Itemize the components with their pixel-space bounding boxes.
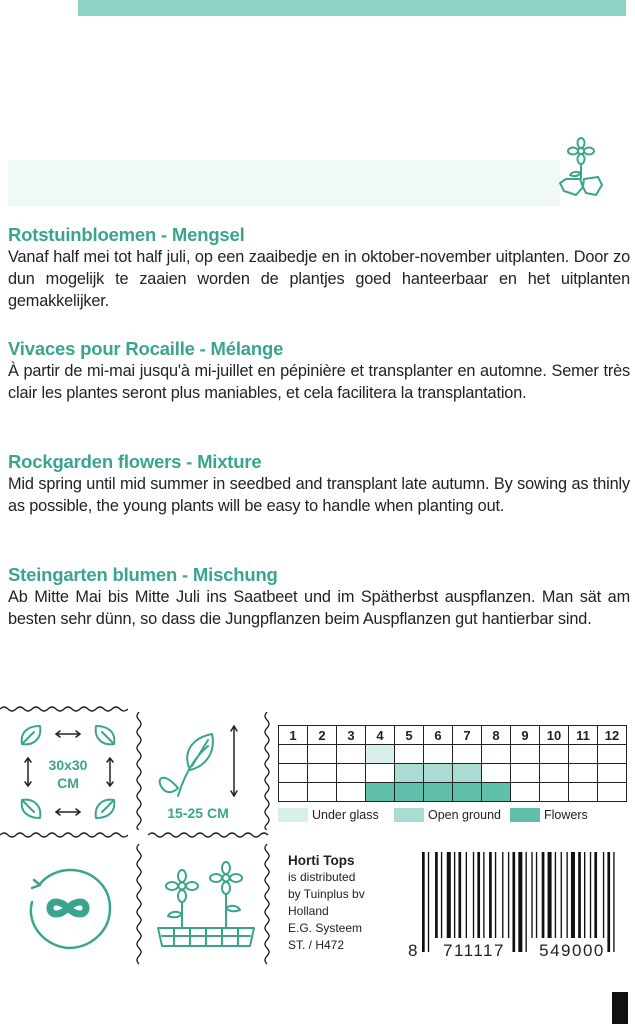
corner-tab — [612, 992, 628, 1024]
calendar-cell-flowers — [511, 783, 540, 802]
barcode-bar — [495, 852, 496, 938]
calendar-cell-under-glass — [395, 745, 424, 764]
legend-swatch-flowers — [510, 808, 540, 822]
barcode-bar — [502, 852, 503, 938]
calendar-cell-open-ground — [279, 764, 308, 783]
barcode-bar — [526, 852, 527, 952]
distributor-line: ST. / H472 — [288, 938, 345, 952]
wavy-divider-vertical — [134, 844, 144, 966]
calendar-cell-open-ground — [569, 764, 598, 783]
calendar-cell-flowers — [569, 783, 598, 802]
height-label: 15-25 CM — [167, 805, 229, 821]
barcode-bar — [555, 852, 556, 938]
calendar-cell-under-glass — [511, 745, 540, 764]
calendar-cell-open-ground — [511, 764, 540, 783]
barcode-bar — [613, 852, 614, 952]
calendar-month-header: 5 — [395, 726, 424, 745]
barcode-bar — [466, 852, 467, 938]
calendar-month-header: 3 — [337, 726, 366, 745]
brand-name: Horti Tops — [288, 853, 355, 868]
calendar-month-header: 6 — [424, 726, 453, 745]
calendar-cell-open-ground — [424, 764, 453, 783]
distributor-line: by Tuinplus bv — [288, 887, 365, 901]
calendar-cell-flowers — [424, 783, 453, 802]
barcode-bar — [566, 852, 567, 938]
calendar-month-header: 10 — [540, 726, 569, 745]
barcode-bar — [441, 852, 442, 938]
wavy-divider-vertical — [134, 712, 144, 830]
legend-open-ground — [394, 806, 501, 824]
calendar-cell-under-glass — [308, 745, 337, 764]
calendar-cell-open-ground — [337, 764, 366, 783]
barcode-first-digit: 8 — [408, 941, 418, 960]
section-french — [8, 338, 630, 404]
calendar-cell-flowers — [395, 783, 424, 802]
barcode-bar — [428, 852, 429, 952]
legend-label-open-ground: Open ground — [428, 808, 501, 822]
leaves-spacing-icon — [14, 720, 124, 824]
section-text-english: Mid spring until mid summer in seedbed and transplant late autumn. By sowing as thinly as possible, the young plants will be easy to handle when planting out. — [8, 475, 630, 515]
barcode-bar — [489, 852, 492, 938]
distributor-info — [288, 852, 365, 954]
barcode-bar — [454, 852, 455, 938]
section-title-dutch: Rotstuinbloemen - Mengsel — [8, 224, 245, 245]
calendar-month-header: 11 — [569, 726, 598, 745]
distributor-line: is distributed — [288, 870, 356, 884]
plant-height-icon — [150, 718, 262, 826]
calendar-cell-open-ground — [308, 764, 337, 783]
calendar-month-header: 9 — [511, 726, 540, 745]
calendar-cell-flowers — [482, 783, 511, 802]
spacing-label-line1: 30x30 — [48, 757, 88, 773]
legend-label-flowers: Flowers — [544, 808, 588, 822]
calendar-cell-under-glass — [453, 745, 482, 764]
wavy-divider — [0, 830, 128, 840]
calendar-cell-flowers — [453, 783, 482, 802]
calendar-cell-under-glass — [569, 745, 598, 764]
calendar-cell-under-glass — [279, 745, 308, 764]
barcode-bar — [536, 852, 537, 938]
calendar-month-header: 12 — [598, 726, 627, 745]
wavy-divider — [0, 704, 128, 714]
barcode-bar — [512, 852, 515, 952]
calendar-cell-flowers — [279, 783, 308, 802]
barcode-right-digits: 549000 — [539, 941, 605, 960]
calendar-cell-under-glass — [337, 745, 366, 764]
calendar-cell-under-glass — [424, 745, 453, 764]
calendar-cell-flowers — [308, 783, 337, 802]
calendar-cell-flowers — [337, 783, 366, 802]
barcode-bar — [548, 852, 552, 938]
ean-barcode — [404, 852, 630, 962]
section-title-french: Vivaces pour Rocaille - Mélange — [8, 338, 284, 359]
flower-tray-icon — [152, 856, 260, 954]
barcode-bar — [578, 852, 581, 938]
section-english — [8, 451, 630, 517]
barcode-left-digits: 711117 — [443, 941, 505, 960]
section-title-english: Rockgarden flowers - Mixture — [8, 451, 262, 472]
barcode-bar — [473, 852, 474, 938]
barcode-bar — [518, 852, 522, 952]
barcode-bar — [447, 852, 451, 938]
barcode-bar — [571, 852, 575, 938]
barcode-bar — [422, 852, 425, 952]
distributor-line: E.G. Systeem — [288, 921, 363, 935]
calendar-cell-under-glass — [482, 745, 511, 764]
calendar-cell-open-ground — [598, 764, 627, 783]
calendar-cell-flowers — [598, 783, 627, 802]
wavy-divider — [148, 830, 270, 840]
section-title-german: Steingarten blumen - Mischung — [8, 564, 278, 585]
barcode-bar — [542, 852, 545, 938]
barcode-bar — [435, 852, 438, 938]
calendar-table — [278, 725, 627, 802]
barcode-bar — [483, 852, 484, 938]
calendar-cell-open-ground — [366, 764, 395, 783]
legend-under-glass — [278, 806, 379, 824]
calendar-cell-open-ground — [482, 764, 511, 783]
legend-label-under-glass: Under glass — [312, 808, 379, 822]
calendar-cell-flowers — [540, 783, 569, 802]
section-dutch — [8, 224, 630, 312]
barcode-bar — [594, 852, 597, 938]
spacing-label-line2: CM — [57, 775, 79, 791]
calendar-cell-under-glass — [598, 745, 627, 764]
barcode-bar — [584, 852, 585, 938]
calendar-cell-open-ground — [540, 764, 569, 783]
top-color-bar — [78, 0, 626, 16]
header-band — [8, 160, 560, 206]
calendar-month-header: 1 — [279, 726, 308, 745]
calendar-cell-open-ground — [453, 764, 482, 783]
calendar-month-header: 8 — [482, 726, 511, 745]
calendar-cell-under-glass — [366, 745, 395, 764]
distributor-line: Holland — [288, 904, 329, 918]
calendar-cell-under-glass — [540, 745, 569, 764]
legend-flowers — [510, 806, 588, 824]
calendar-cell-flowers — [366, 783, 395, 802]
legend-swatch-under-glass — [278, 808, 308, 822]
section-german — [8, 564, 630, 630]
seedling-flower-icon — [550, 135, 612, 203]
calendar-cell-open-ground — [395, 764, 424, 783]
barcode-bar — [508, 852, 509, 938]
barcode-bar — [561, 852, 562, 938]
wavy-divider-vertical — [262, 844, 272, 966]
barcode-bar — [603, 852, 604, 938]
wavy-divider-vertical — [262, 712, 272, 830]
barcode-bar — [458, 852, 461, 938]
barcode-bar — [477, 852, 480, 938]
calendar-month-header: 7 — [453, 726, 482, 745]
sowing-calendar — [278, 725, 627, 802]
calendar-month-header: 4 — [366, 726, 395, 745]
section-text-german: Ab Mitte Mai bis Mitte Juli ins Saatbeet und im Spätherbst auspflanzen. Man sät am besten sehr dünn, so dass die Jungpflanzen beim Auspflanzen gut hantierbar sind. — [8, 588, 630, 628]
barcode-bar — [531, 852, 532, 938]
calendar-month-header: 2 — [308, 726, 337, 745]
section-text-dutch: Vanaf half mei tot half juli, op een zaaibedje en in oktober-november uitplanten. Door zo dun mogelijk te zaaien worden de plantjes goed hanteerbaar en het uitplanten gemakkelijker. — [8, 248, 630, 310]
legend-swatch-open-ground — [394, 808, 424, 822]
barcode-bar — [607, 852, 610, 952]
barcode-bar — [590, 852, 591, 938]
section-text-french: À partir de mi-mai jusqu'à mi-juillet en pépinière et transplanter en automne. Semer très clair les plantes seront plus maniables, et cela facilitera la transplantation. — [8, 362, 630, 402]
infinity-icon — [18, 862, 120, 954]
